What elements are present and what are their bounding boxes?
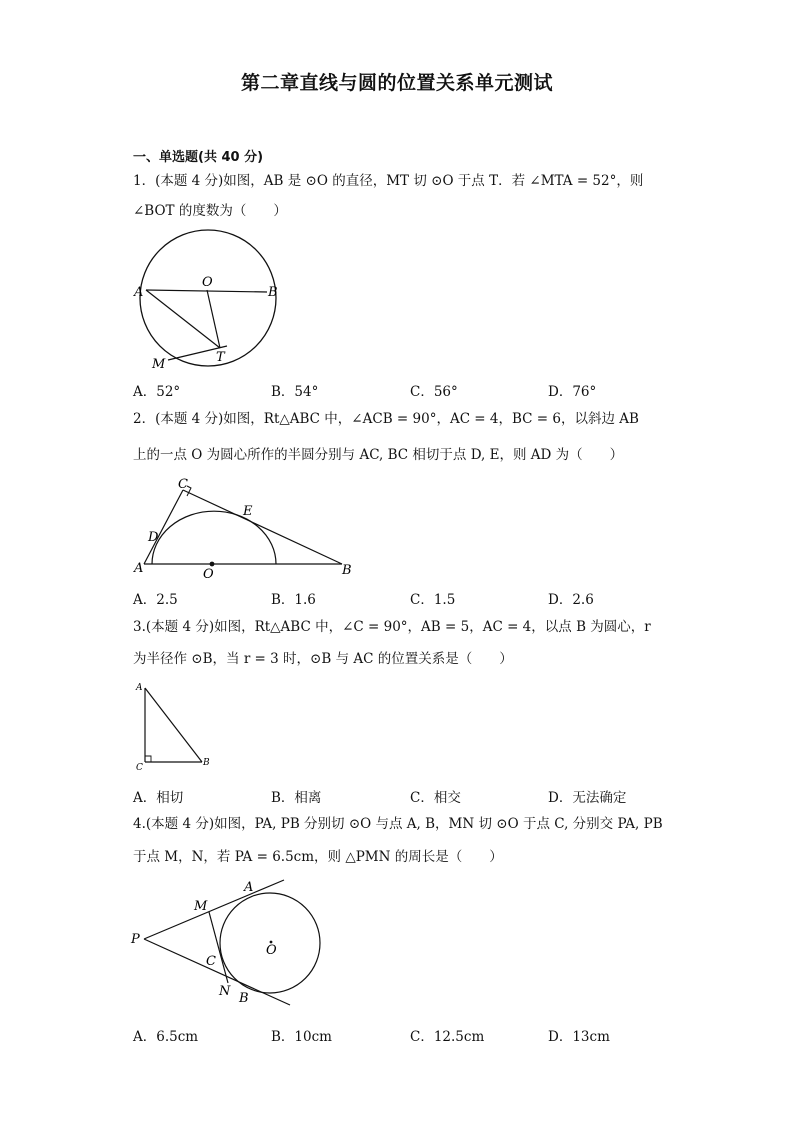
option-c[interactable]: C．56° [410,384,458,400]
figure-4-tangent-diagram [130,875,330,1011]
label-o: O [202,275,213,290]
question-2-text-cont: 上的一点 O 为圆心所作的半圆分别与 AC, BC 相切于点 D, E，则 AD 为（ ） [133,447,624,463]
option-a[interactable]: A．52° [133,384,181,400]
circle-o [140,230,276,366]
center-point-o [210,562,215,567]
label-t: T [216,350,225,365]
figure-1-circle-diagram [130,222,300,372]
label-c: C [206,954,216,969]
section-heading: 一、单选题(共 40 分) [133,150,264,165]
question-3-text-cont: 为半径作 ⊙B，当 r = 3 时，⊙B 与 AC 的位置关系是（ ） [133,651,513,667]
label-a: A [136,683,143,693]
question-1-options [133,380,693,398]
label-b: B [268,285,278,300]
page-title: 第二章直线与圆的位置关系单元测试 [240,72,553,94]
question-3-options [133,786,693,804]
option-b[interactable]: B．54° [271,384,319,400]
option-c[interactable]: C．12.5cm [410,1029,485,1045]
label-n: N [219,984,231,999]
side-cb [183,490,342,564]
option-b[interactable]: B．10cm [271,1029,332,1045]
question-3-text: 3.(本题 4 分)如图，Rt△ABC 中，∠C = 90°，AB = 5，AC = 4，以点 B 为圆心，r [133,619,651,635]
label-m: M [194,899,208,914]
right-angle-mark [145,756,151,762]
option-d[interactable]: D．2.6 [548,592,594,608]
label-m: M [152,357,166,372]
figure-2-semicircle-diagram [130,474,360,584]
label-c: C [136,763,143,773]
side-ab [145,688,202,762]
label-c: C [178,477,188,492]
option-a[interactable]: A．2.5 [133,592,178,608]
option-a[interactable]: A．6.5cm [133,1029,199,1045]
option-a[interactable]: A．相切 [133,790,184,806]
label-d: D [148,530,159,545]
question-1-text-cont: ∠BOT 的度数为（ ） [133,203,287,219]
question-2-text: 2．(本题 4 分)如图，Rt△ABC 中，∠ACB = 90°，AC = 4，BC = 6，以斜边 AB [133,411,639,427]
option-c[interactable]: C．1.5 [410,592,456,608]
question-1-text: 1．(本题 4 分)如图，AB 是 ⊙O 的直径，MT 切 ⊙O 于点 T．若 ∠MTA = 52°，则 [133,173,644,189]
option-d[interactable]: D．无法确定 [548,790,627,806]
label-o: O [203,567,214,582]
question-4-text: 4.(本题 4 分)如图，PA, PB 分别切 ⊙O 与点 A, B，MN 切 ⊙O 于点 C, 分别交 PA, PB [133,816,663,832]
label-p: P [131,932,140,947]
option-d[interactable]: D．76° [548,384,597,400]
label-a: A [134,561,144,576]
question-4-options [133,1025,693,1043]
label-a: A [134,285,144,300]
option-d[interactable]: D．13cm [548,1029,610,1045]
semicircle-o [152,511,276,564]
label-b: B [203,758,210,768]
question-4-text-cont: 于点 M，N，若 PA = 6.5cm，则 △PMN 的周长是（ ） [133,849,503,865]
label-o: O [266,943,277,958]
label-e: E [243,504,253,519]
label-b: B [239,991,249,1006]
option-b[interactable]: B．1.6 [271,592,316,608]
figure-3-triangle-diagram [130,680,220,772]
label-a: A [244,880,254,895]
option-b[interactable]: B．相离 [271,790,322,806]
question-2-options [133,588,693,606]
option-c[interactable]: C．相交 [410,790,461,806]
label-b: B [342,563,352,578]
side-ac [144,490,183,564]
